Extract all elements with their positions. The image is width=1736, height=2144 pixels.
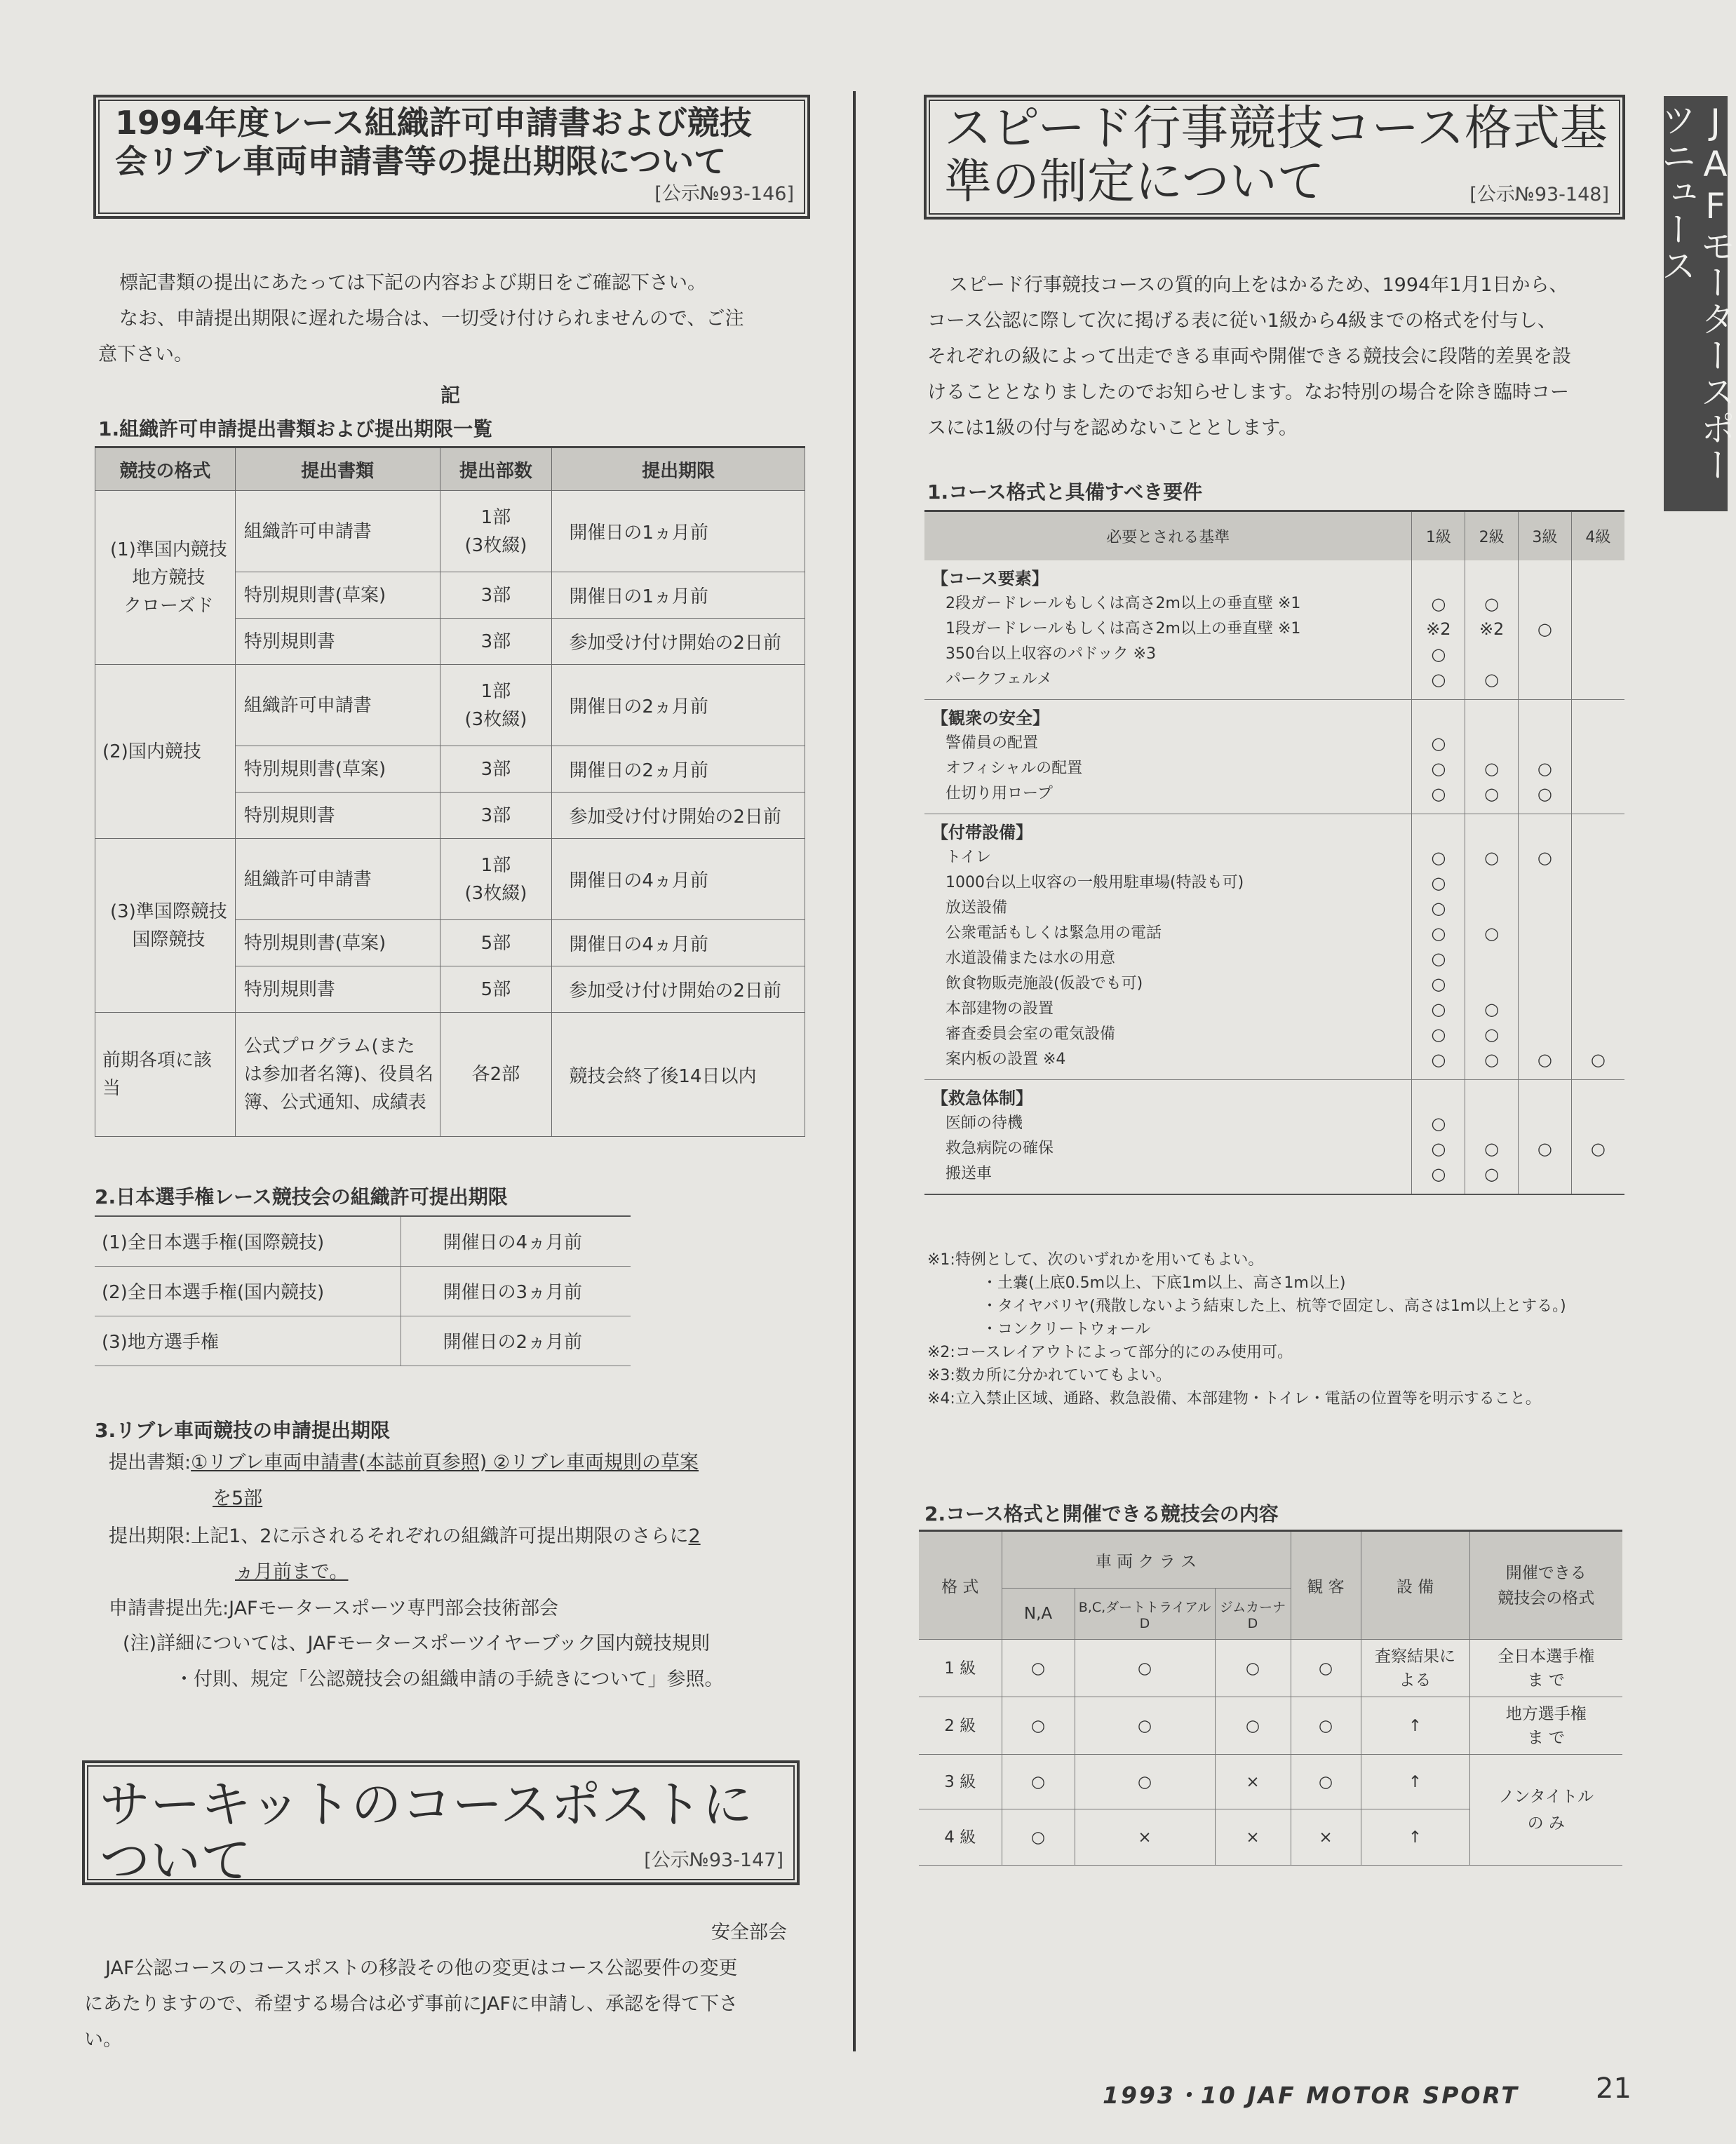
count-cell: 3部 [440, 572, 552, 619]
t4-header-competition: 開催できる 競技会の格式 [1469, 1531, 1622, 1640]
count-cell: 1部 (3枚綴) [440, 665, 552, 746]
doc-cell: 組織許可申請書 [235, 665, 440, 746]
t4-header-format: 格 式 [919, 1531, 1002, 1640]
s3-deadline-num: 2 [688, 1525, 701, 1547]
note-line: ※1:特例として、次のいずれかを用いてもよい。 [927, 1251, 1264, 1269]
grade-mark: ○ [1431, 923, 1446, 943]
article3-title-line2: 準の制定について [944, 154, 1325, 210]
t1-header-count: 提出部数 [440, 447, 552, 491]
grade-marks [1465, 814, 1519, 1079]
doc-cell: 特別規則書(草案) [235, 572, 440, 619]
article2-title-box [82, 1760, 800, 1890]
grade-bc-cell: ○ [1075, 1755, 1215, 1809]
requirement-group [924, 1079, 1624, 1194]
article1-title-line1: 1994年度レース組織許可申請書および競技 [115, 104, 752, 142]
grade-mark: ○ [1431, 644, 1446, 664]
grade-mark: ○ [1431, 847, 1446, 868]
doc-cell: 組織許可申請書 [235, 491, 440, 572]
grade-mark [1519, 642, 1571, 667]
grade-gym-cell: × [1215, 1809, 1291, 1866]
table-row [919, 1755, 1622, 1809]
r-section1-heading: 1.コース格式と具備すべき要件 [927, 480, 1203, 504]
requirement-item: 仕切り用ロープ [946, 784, 1053, 802]
grade-mark [1519, 946, 1571, 971]
grade-fac-cell: ↑ [1361, 1809, 1469, 1866]
s3-deadline [109, 1518, 701, 1554]
grade-mark: ○ [1484, 999, 1500, 1019]
requirement-item: パークフェルメ [946, 670, 1053, 688]
article1-ref: [公示№93-146] [654, 183, 794, 205]
section2-heading: 2.日本選手権レース競技会の組織許可提出期限 [95, 1185, 508, 1208]
grade-mark [1465, 946, 1518, 971]
grade-bc-cell: ○ [1075, 1697, 1215, 1755]
grade-mark: ○ [1431, 872, 1446, 893]
t3-header-grade1: 1級 [1412, 511, 1465, 560]
grade-mark [1465, 731, 1518, 756]
requirement-list [924, 560, 1412, 700]
format-cell: (2)国内競技 [95, 665, 236, 839]
article1-title-box [93, 95, 810, 219]
grade-gym-cell: ○ [1215, 1697, 1291, 1755]
grade-marks [1571, 814, 1624, 1079]
table-row [95, 665, 805, 746]
grade-marks [1571, 1079, 1624, 1194]
grade-aud-cell: × [1291, 1809, 1361, 1866]
requirement-item: 放送設備 [946, 898, 1008, 917]
grade-mark: ○ [1537, 1049, 1552, 1070]
count-cell: 3部 [440, 746, 552, 793]
requirement-item: オフィシャルの配置 [946, 759, 1083, 777]
grade-mark: ○ [1431, 669, 1446, 689]
doc-cell: 公式プログラム(また は参加者名簿)、役員名 簿、公式通知、成績表 [235, 1013, 440, 1137]
article3-p4: けることとなりましたのでお知らせします。なお特別の場合を除き臨時コー [927, 382, 1570, 403]
article3-ref: [公示№93-148] [1469, 184, 1609, 205]
grade-fac-cell: ↑ [1361, 1755, 1469, 1809]
grade-mark: ○ [1484, 923, 1500, 943]
grade-mark: ○ [1484, 783, 1500, 804]
championship-label: (2)全日本選手権(国内競技) [95, 1266, 401, 1316]
deadline-cell: 開催日の1ヵ月前 [552, 491, 805, 572]
grade-mark [1519, 997, 1571, 1022]
table-row [95, 1216, 631, 1266]
deadline-cell: 開催日の4ヵ月前 [552, 839, 805, 920]
deadline-cell: 参加受け付け開始の2日前 [552, 793, 805, 839]
grade-fac-cell: ↑ [1361, 1697, 1469, 1755]
requirements-table [924, 510, 1624, 1195]
table-row [95, 839, 805, 920]
article3-title-box [924, 95, 1625, 220]
grade-mark [1572, 616, 1624, 642]
grade-aud-cell: ○ [1291, 1640, 1361, 1697]
s3-docs-value: ①リブレ車両申請書(本誌前頁参照) ②リブレ車両規則の草案 [191, 1452, 699, 1474]
count-cell: 5部 [440, 920, 552, 966]
requirement-item: 警備員の配置 [946, 734, 1039, 752]
magazine-footer: 1993・10 JAF MOTOR SPORT [1103, 2082, 1519, 2109]
requirement-list [924, 699, 1412, 814]
requirement-category: 【コース要素】 [931, 568, 1049, 588]
count-cell: 5部 [440, 966, 552, 1013]
grade-mark: ○ [1431, 948, 1446, 969]
article1-intro2: なお、申請提出期限に遅れた場合は、一切受け付けられませんので、ご注 [119, 308, 744, 330]
grade-mark [1572, 971, 1624, 997]
page-number: 21 [1596, 2072, 1631, 2105]
grade-gym-cell: ○ [1215, 1640, 1291, 1697]
grade-mark [1572, 642, 1624, 667]
count-cell: 1部 (3枚綴) [440, 491, 552, 572]
grade-mark: ○ [1484, 847, 1500, 868]
grade-mark [1519, 921, 1571, 946]
grade-marks [1519, 1079, 1572, 1194]
doc-cell: 特別規則書(草案) [235, 746, 440, 793]
grade-mark: ○ [1431, 1138, 1446, 1159]
doc-cell: 特別規則書 [235, 619, 440, 665]
deadline-cell: 開催日の4ヵ月前 [552, 920, 805, 966]
requirement-item: 案内板の設置 ※4 [946, 1050, 1066, 1068]
requirement-item: 公衆電話もしくは緊急用の電話 [946, 924, 1162, 942]
r-section2-heading: 2.コース格式と開催できる競技会の内容 [924, 1502, 1279, 1525]
s3-note2: ・付則、規定「公認競技会の組織申請の手続きについて」参照。 [175, 1668, 724, 1690]
grade-na-cell: ○ [1002, 1697, 1075, 1755]
requirement-item: 1000台以上収容の一般用駐車場(特設も可) [946, 873, 1244, 891]
grade-marks [1465, 1079, 1519, 1194]
article3-p3: それぞれの級によって出走できる車両や開催できる競技会に段階的差異を設 [927, 346, 1571, 368]
grade-mark: ○ [1431, 999, 1446, 1019]
deadline-cell: 競技会終了後14日以内 [552, 1013, 805, 1137]
grade-na-cell: ○ [1002, 1640, 1075, 1697]
doc-cell: 特別規則書 [235, 793, 440, 839]
grade-mark [1572, 756, 1624, 781]
requirement-category: 【観衆の安全】 [931, 708, 1049, 728]
requirement-item: トイレ [946, 848, 991, 866]
format-cell: (1)準国内競技 地方競技 クローズド [95, 491, 236, 665]
requirement-category: 【救急体制】 [931, 1088, 1032, 1108]
grade-mark [1465, 870, 1518, 896]
grade-mark: ○ [1431, 783, 1446, 804]
requirement-item: 審査委員会室の電気設備 [946, 1025, 1116, 1043]
grade-mark: ○ [1431, 733, 1446, 753]
section-tab: JAFモータースポーツニュース [1664, 96, 1728, 511]
grade-na-cell: ○ [1002, 1755, 1075, 1809]
requirement-item: 1段ガードレールもしくは高さ2m以上の垂直壁 ※1 [946, 619, 1301, 638]
requirement-item: 医師の待機 [946, 1114, 1023, 1132]
t4-header-gym: ジムカーナD [1215, 1589, 1291, 1640]
grade-mark: ○ [1484, 1049, 1500, 1070]
grade-mark: ○ [1431, 1024, 1446, 1044]
grade-na-cell: ○ [1002, 1809, 1075, 1866]
article3-p2: コース公認に際して次に掲げる表に従い1級から4級までの格式を付与し、 [927, 310, 1557, 332]
grade-mark: ○ [1431, 1113, 1446, 1133]
grade-mark [1519, 1161, 1571, 1187]
grade-mark [1572, 896, 1624, 921]
article2-body2: にあたりますので、希望する場合は必ず事前にJAFに申請し、承認を得て下さ [84, 1993, 738, 2015]
deadline-cell: 開催日の2ヵ月前 [552, 665, 805, 746]
section3-heading: 3.リブレ車両競技の申請提出期限 [95, 1419, 391, 1442]
submission-table [95, 446, 805, 1137]
t4-header-class: 車 両 ク ラ ス [1002, 1531, 1291, 1589]
doc-cell: 特別規則書 [235, 966, 440, 1013]
article1-title-line2: 会リブレ車両申請書等の提出期限について [115, 142, 727, 180]
grade-mark: ○ [1431, 758, 1446, 778]
grade-aud-cell: ○ [1291, 1755, 1361, 1809]
championship-deadline: 開催日の4ヵ月前 [401, 1216, 631, 1266]
s3-docs-cont [213, 1481, 262, 1516]
article3-p1: スピード行事競技コースの質的向上をはかるため、1994年1月1日から、 [949, 274, 1568, 296]
grade-mark: ○ [1484, 593, 1500, 614]
competition-cell: ノンタイトル の み [1469, 1755, 1622, 1866]
s3-deadline-months: ヵ月前まで。 [235, 1561, 349, 1583]
deadline-cell: 参加受け付け開始の2日前 [552, 619, 805, 665]
grade-mark: ○ [1431, 973, 1446, 994]
grade-mark: ○ [1484, 1024, 1500, 1044]
s3-docs-label: 提出書類: [109, 1452, 191, 1474]
note-line: ※4:立入禁止区域、通路、救急設備、本部建物・トイレ・電話の位置等を明示すること。 [927, 1390, 1541, 1408]
competition-cell: 全日本選手権 ま で [1469, 1640, 1622, 1697]
table-row [919, 1640, 1622, 1697]
grade-fac-cell: 査察結果に よる [1361, 1640, 1469, 1697]
article2-dept: 安全部会 [711, 1922, 787, 1943]
s3-docs [109, 1445, 699, 1481]
grade-marks [1465, 560, 1519, 700]
grade-mark: ○ [1590, 1049, 1606, 1070]
doc-cell: 特別規則書(草案) [235, 920, 440, 966]
article2-ref: [公示№93-147] [644, 1849, 783, 1871]
competition-cell: 地方選手権 ま で [1469, 1697, 1622, 1755]
grade-mark [1572, 667, 1624, 692]
grade-mark [1572, 781, 1624, 807]
t1-header-doc: 提出書類 [235, 447, 440, 491]
grade-grade-cell: 2 級 [919, 1697, 1002, 1755]
t4-header-na: N,A [1002, 1589, 1075, 1640]
championship-deadline-table [95, 1215, 631, 1366]
count-cell: 3部 [440, 619, 552, 665]
table-row [95, 1013, 805, 1137]
requirement-group [924, 560, 1624, 700]
deadline-cell: 開催日の1ヵ月前 [552, 572, 805, 619]
grade-mark [1519, 1111, 1571, 1136]
count-cell: 1部 (3枚綴) [440, 839, 552, 920]
requirement-item: 水道設備または水の用意 [946, 949, 1116, 967]
grade-marks [1571, 699, 1624, 814]
note-line: ・コンクリートウォール [982, 1321, 1151, 1338]
grade-mark: ○ [1537, 847, 1552, 868]
section1-heading: 1.組織許可申請提出書類および提出期限一覧 [98, 417, 493, 440]
grade-gym-cell: × [1215, 1755, 1291, 1809]
championship-label: (3)地方選手権 [95, 1316, 401, 1366]
grade-mark: ○ [1537, 1138, 1552, 1159]
t4-header-facility: 設 備 [1361, 1531, 1469, 1640]
grade-bc-cell: ○ [1075, 1640, 1215, 1697]
format-cell: (3)準国際競技 国際競技 [95, 839, 236, 1013]
requirement-item: 救急病院の確保 [946, 1139, 1054, 1157]
grade-mark [1465, 642, 1518, 667]
note-line: ・土嚢(上底0.5m以上、下底1m以上、高さ1m以上) [982, 1274, 1346, 1292]
table-row [95, 491, 805, 572]
requirement-list [924, 1079, 1412, 1194]
grade-mark [1519, 1022, 1571, 1047]
grade-mark: ○ [1431, 593, 1446, 614]
grade-mark [1519, 731, 1571, 756]
grade-bc-cell: × [1075, 1809, 1215, 1866]
grade-mark [1572, 1022, 1624, 1047]
requirement-item: 搬送車 [946, 1164, 993, 1182]
grade-mark: ※2 [1479, 619, 1505, 639]
grade-class-table [919, 1530, 1622, 1866]
championship-label: (1)全日本選手権(国際競技) [95, 1216, 401, 1266]
article1-intro3: 意下さい。 [98, 344, 193, 365]
ki-label: 記 [440, 384, 461, 407]
s3-deadline-cont [235, 1554, 348, 1590]
grade-grade-cell: 4 級 [919, 1809, 1002, 1866]
grade-marks [1571, 560, 1624, 700]
doc-cell: 組織許可申請書 [235, 839, 440, 920]
requirement-category: 【付帯設備】 [931, 822, 1032, 842]
count-cell: 各2部 [440, 1013, 552, 1137]
grade-mark [1465, 971, 1518, 997]
grade-mark [1572, 870, 1624, 896]
grade-mark [1572, 845, 1624, 870]
grade-mark [1519, 896, 1571, 921]
requirement-group [924, 814, 1624, 1079]
grade-marks [1465, 699, 1519, 814]
grade-mark: ○ [1484, 669, 1500, 689]
requirement-item: 本部建物の設置 [946, 999, 1054, 1018]
grade-marks [1519, 560, 1572, 700]
grade-mark [1519, 870, 1571, 896]
grade-mark [1572, 921, 1624, 946]
grade-mark [1572, 1161, 1624, 1187]
championship-deadline: 開催日の2ヵ月前 [401, 1316, 631, 1366]
grade-marks [1412, 814, 1465, 1079]
t4-header-audience: 観 客 [1291, 1531, 1361, 1640]
note-line: ※3:数カ所に分かれていてもよい。 [927, 1367, 1171, 1384]
s3-deadline-text: 提出期限:上記1、2に示されるそれぞれの組織許可提出期限のさらに [109, 1525, 689, 1547]
requirement-item: 350台以上収容のパドック ※3 [946, 645, 1157, 663]
grade-mark [1572, 591, 1624, 616]
table-row [95, 1266, 631, 1316]
requirement-list [924, 814, 1412, 1079]
t3-header-grade2: 2級 [1465, 511, 1519, 560]
grade-mark [1572, 1111, 1624, 1136]
grade-grade-cell: 1 級 [919, 1640, 1002, 1697]
grade-marks [1412, 699, 1465, 814]
t3-header-grade4: 4級 [1571, 511, 1624, 560]
requirement-item: 2段ガードレールもしくは高さ2m以上の垂直壁 ※1 [946, 594, 1301, 612]
grade-mark: ○ [1431, 1164, 1446, 1184]
grade-marks [1519, 699, 1572, 814]
article2-body1: JAF公認コースのコースポストの移設その他の変更はコース公認要件の変更 [105, 1957, 738, 1979]
table-row [919, 1697, 1622, 1755]
note-line: ・タイヤバリヤ(飛散しないよう結束した上、杭等で固定し、高さは1m以上とする。) [982, 1297, 1566, 1315]
grade-mark: ○ [1484, 758, 1500, 778]
s3-destination: 申請書提出先:JAFモータースポーツ専門部会技術部会 [109, 1598, 559, 1619]
grade-mark [1572, 946, 1624, 971]
grade-mark [1519, 971, 1571, 997]
grade-mark [1465, 896, 1518, 921]
deadline-cell: 開催日の2ヵ月前 [552, 746, 805, 793]
grade-mark: ○ [1484, 1164, 1500, 1184]
article1-intro1: 標記書類の提出にあたっては下記の内容および期日をご確認下さい。 [119, 272, 706, 294]
t4-header-bc: B,C,ダートトライアルD [1075, 1589, 1215, 1640]
requirement-item: 飲食物販売施設(仮設でも可) [946, 974, 1143, 992]
note-line: ※2:コースレイアウトによって部分的にのみ使用可。 [927, 1344, 1293, 1361]
deadline-cell: 参加受け付け開始の2日前 [552, 966, 805, 1013]
article2-title: サーキットのコースポストについて [100, 1775, 753, 1890]
grade-grade-cell: 3 級 [919, 1755, 1002, 1809]
table-row [95, 1316, 631, 1366]
grade-mark: ○ [1590, 1138, 1606, 1159]
t3-header-grade3: 3級 [1519, 511, 1572, 560]
s3-docs-count: を5部 [213, 1488, 263, 1509]
t1-header-format: 競技の格式 [95, 447, 236, 491]
grade-mark [1465, 1111, 1518, 1136]
format-cell: 前期各項に該 当 [95, 1013, 236, 1137]
grade-mark: ○ [1537, 758, 1552, 778]
article3-p5: スには1級の付与を認めないこととします。 [927, 417, 1298, 439]
grade-mark [1572, 997, 1624, 1022]
grade-mark: ○ [1431, 1049, 1446, 1070]
grade-marks [1412, 1079, 1465, 1194]
s3-note1: (注)詳細については、JAFモータースポーツイヤーブック国内競技規則 [123, 1633, 710, 1654]
grade-aud-cell: ○ [1291, 1697, 1361, 1755]
grade-mark [1519, 667, 1571, 692]
grade-marks [1519, 814, 1572, 1079]
requirement-group [924, 699, 1624, 814]
t3-header-criteria: 必要とされる基準 [924, 511, 1412, 560]
grade-mark: ※2 [1426, 619, 1451, 639]
article3-title-line1: スピード行事競技コース格式基 [944, 101, 1608, 156]
column-divider [853, 91, 856, 2051]
count-cell: 3部 [440, 793, 552, 839]
grade-mark [1572, 731, 1624, 756]
requirements-notes [927, 1248, 1566, 1410]
grade-mark: ○ [1537, 783, 1552, 804]
article1-title [115, 104, 752, 181]
grade-mark [1519, 591, 1571, 616]
championship-deadline: 開催日の3ヵ月前 [401, 1266, 631, 1316]
article2-body3: い。 [84, 2029, 122, 2051]
grade-mark: ○ [1484, 1138, 1500, 1159]
grade-mark: ○ [1431, 898, 1446, 918]
t1-header-deadline: 提出期限 [552, 447, 805, 491]
grade-mark: ○ [1537, 619, 1552, 639]
grade-marks [1412, 560, 1465, 700]
